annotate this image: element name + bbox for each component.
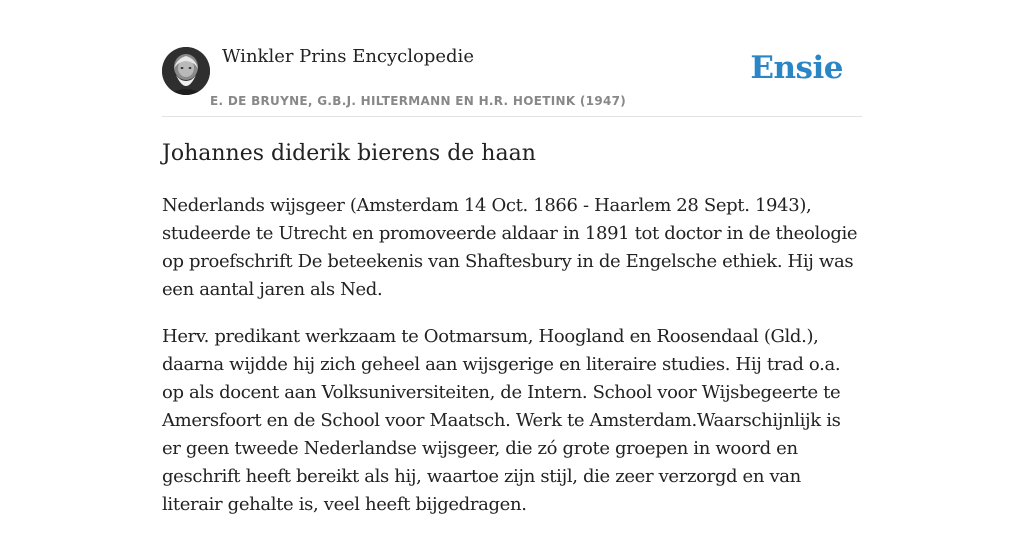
article-title: Johannes diderik bierens de haan — [162, 141, 536, 166]
site-title[interactable]: Winkler Prins Encyclopedie — [222, 46, 474, 67]
article-paragraph: Herv. predikant werkzaam te Ootmarsum, Hoogland en Roosendaal (Gld.), daarna wijdde hij zich geheel aan wijsgerige en literaire studies. Hij trad o.a. op als docent aan Volksuniversiteiten, de Intern. School voor Wijsbegeerte te Amersfoort en de School voor Maatsch. Werk te Amsterdam.Waarschijnlijk is er geen tweede Nederlandse wijsgeer, die zó grote groepen in woord en geschrift heeft bereikt als hij, waartoe zijn stijl, die zeer verzorgd en van literair gehalte is, veel heeft bijgedragen. — [162, 326, 841, 515]
site-header — [162, 0, 862, 117]
author-credits: E. DE BRUYNE, G.B.J. HILTERMANN EN H.R. HOETINK (1947) — [210, 94, 627, 108]
portrait-image — [162, 47, 210, 95]
article-paragraph: Nederlands wijsgeer (Amsterdam 14 Oct. 1866 - Haarlem 28 Sept. 1943), studeerde te Utrecht en promoveerde aldaar in 1891 tot doctor in de theologie op proefschrift De beteekenis van Shaftesbury in de Engelsche ethiek. Hij was een aantal jaren als Ned. — [162, 195, 858, 300]
page — [162, 0, 862, 515]
author-avatar[interactable] — [162, 47, 210, 95]
article-body — [162, 192, 864, 538]
brand-logo[interactable]: Ensie — [750, 50, 843, 86]
